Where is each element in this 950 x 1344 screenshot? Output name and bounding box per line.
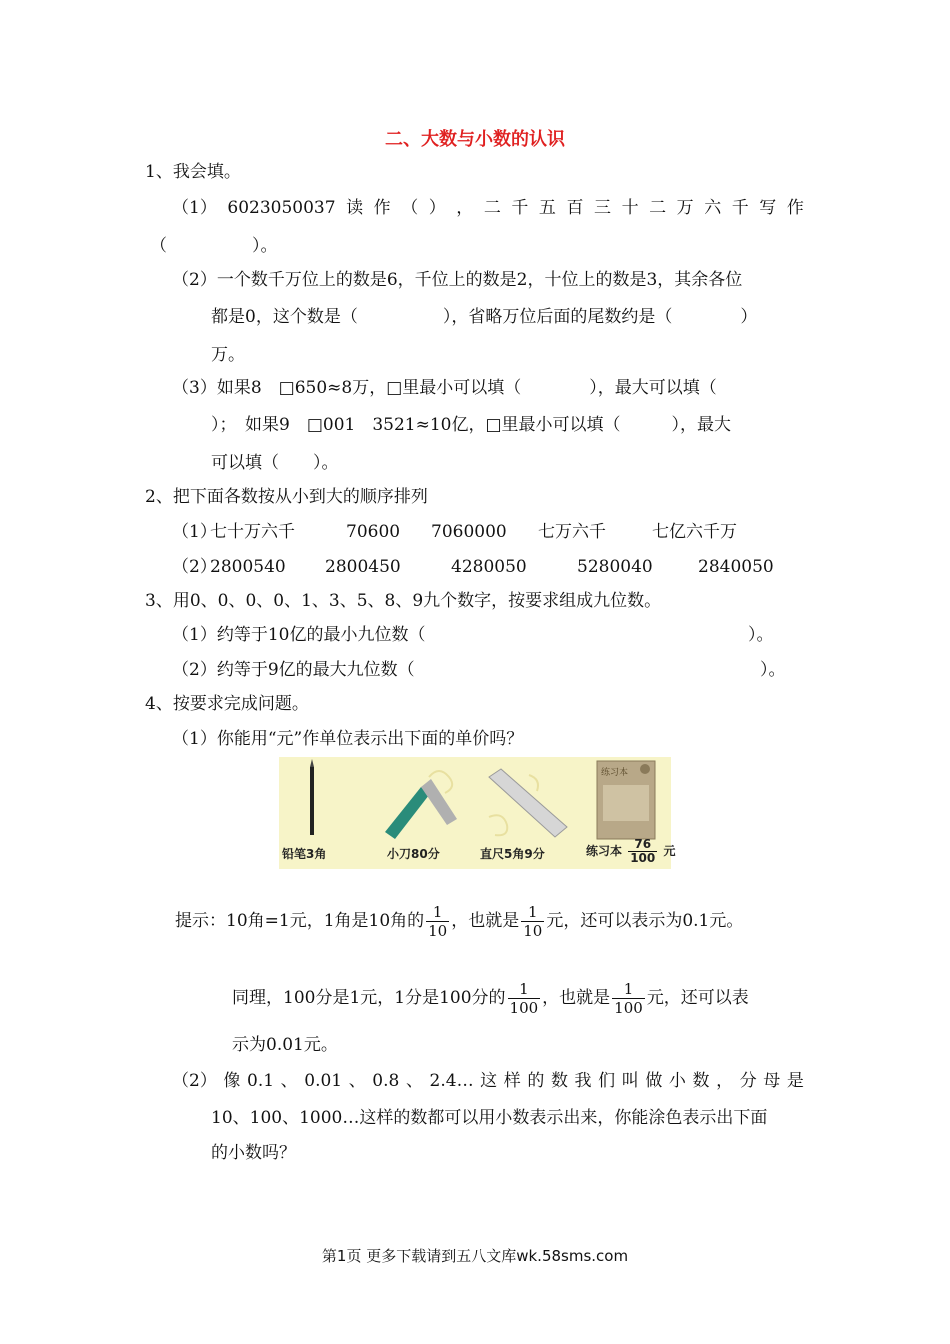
q2-row2-item: 2800540	[210, 557, 286, 577]
fraction-denominator: 10	[523, 922, 543, 940]
text-token: 样	[503, 1071, 521, 1091]
q2-row2-item: 2840050	[698, 557, 774, 577]
text-token: 2.4…	[429, 1071, 474, 1091]
pencil-tip	[310, 759, 314, 767]
q1-part1-line1	[172, 196, 804, 220]
text-token: 千	[511, 198, 529, 218]
text-token: 们	[598, 1071, 616, 1091]
text-token: 万	[676, 198, 694, 218]
fraction-numerator: 1	[612, 980, 645, 999]
text-token: 作	[786, 198, 804, 218]
fraction-denominator: 100	[630, 851, 656, 865]
text-token: ，	[456, 198, 474, 218]
text-token: 、	[348, 1071, 366, 1091]
text-token: 这	[480, 1071, 498, 1091]
fraction	[521, 903, 544, 940]
fraction-numerator: 1	[508, 980, 541, 999]
text-token: 二	[483, 198, 501, 218]
text-token: 0.8	[372, 1071, 400, 1091]
q1-part2-line3: 万。	[211, 345, 245, 365]
text-token: ，	[716, 1071, 734, 1091]
q1-heading: 1、我会填。	[145, 162, 241, 182]
pencil-icon	[310, 767, 314, 835]
hint-line2	[232, 980, 749, 1017]
q2-row1-item: 7060000	[431, 522, 507, 542]
text-token: ）	[428, 198, 446, 218]
text-token: 我	[574, 1071, 592, 1091]
text-token: 读	[346, 198, 364, 218]
text-token: 做	[645, 1071, 663, 1091]
doodle-shape	[489, 815, 507, 835]
text-token: 六	[704, 198, 722, 218]
fraction	[612, 980, 645, 1017]
book-cover-panel	[603, 785, 649, 821]
book-stamp-icon	[640, 764, 650, 774]
caption-pencil: 铅笔3角	[282, 847, 327, 861]
q4-part1: （1）你能用“元”作单位表示出下面的单价吗？	[172, 729, 524, 749]
hint-text: 元，还可以表示为0.1元。	[546, 911, 744, 931]
text-token: 、	[280, 1071, 298, 1091]
caption-book-suffix: 元	[663, 844, 676, 858]
page-footer: 第1页 更多下载请到五八文库wk.58sms.com	[321, 1247, 629, 1265]
fraction-numerator: 76	[628, 838, 657, 852]
text-token: 6023050037	[227, 198, 336, 218]
text-token: 0.01	[304, 1071, 343, 1091]
text-token: 母	[763, 1071, 781, 1091]
text-token: 百	[566, 198, 584, 218]
text-token: 写	[759, 198, 777, 218]
caption-book	[586, 838, 675, 865]
fraction-numerator: 1	[426, 903, 449, 922]
caption-book-prefix: 练习本	[586, 844, 623, 858]
q3-part2: （2）约等于9亿的最大九位数（	[172, 660, 415, 680]
book-cover-label: 练习本	[601, 768, 629, 778]
text-token: 像	[223, 1071, 241, 1091]
text-token: 小	[668, 1071, 686, 1091]
fraction-denominator: 100	[614, 999, 643, 1017]
fraction-denominator: 10	[428, 922, 448, 940]
fraction	[508, 980, 541, 1017]
text-token: 、	[405, 1071, 423, 1091]
q3-part1: （1）约等于10亿的最小九位数（	[172, 625, 426, 645]
q4-part2-line1	[172, 1069, 804, 1093]
text-token: 五	[538, 198, 556, 218]
text-token: 是	[786, 1071, 804, 1091]
text-token: 的	[527, 1071, 545, 1091]
q4-heading: 4、按要求完成问题。	[145, 694, 309, 714]
text-token: （	[401, 198, 419, 218]
knife-icon	[385, 787, 429, 839]
text-token: 数	[550, 1071, 568, 1091]
text-token: 二	[649, 198, 667, 218]
q1-part1-line2: （ ）。	[150, 236, 278, 256]
q2-row2-item: 4280050	[451, 557, 527, 577]
fraction-denominator: 100	[509, 999, 539, 1017]
text-token: 数	[692, 1071, 710, 1091]
caption-book-fraction	[628, 838, 657, 865]
text-token: 千	[731, 198, 749, 218]
q2-row1	[172, 520, 737, 544]
q1-part2-line1: （2）一个数千万位上的数是6，千位上的数是2，十位上的数是3，其余各位	[172, 270, 743, 290]
q3-heading: 3、用0、0、0、0、1、3、5、8、9九个数字，按要求组成九位数。	[145, 591, 662, 611]
text-token: （2）	[172, 1071, 217, 1091]
text-token: 作	[373, 198, 391, 218]
fraction-numerator: 1	[521, 903, 544, 922]
q1-part2-line2: 都是0，这个数是（ ），省略万位后面的尾数约是（ ）	[211, 307, 758, 327]
q1-part3-line1: （3）如果8 □650≈8万，□里最小可以填（ ），最大可以填（	[172, 378, 717, 398]
text-token: 三	[594, 198, 612, 218]
q1-part3-line3: 可以填（ ）。	[211, 453, 339, 473]
text-token: （1）	[172, 198, 217, 218]
hint-text: ，也就是	[542, 988, 611, 1008]
ruler-icon	[489, 769, 567, 837]
q2-row2-item: 2800450	[325, 557, 401, 577]
q2-row1-item: 七十万六千	[210, 522, 295, 542]
q2-row1-item: 70600	[346, 522, 401, 542]
text-token: 叫	[621, 1071, 639, 1091]
q2-row1-label: （1）	[172, 522, 217, 542]
hint-line3: 示为0.01元。	[232, 1035, 338, 1055]
q2-row1-item: 七万六千	[538, 522, 606, 542]
q2-row2-item: 5280040	[577, 557, 653, 577]
doodle-shape	[529, 775, 538, 791]
hint-text: 同理，100分是1元，1分是100分的	[232, 988, 506, 1008]
q4-part2-line3: 的小数吗？	[211, 1143, 296, 1163]
hint-text: ，也就是	[451, 911, 520, 931]
hint-line1	[175, 903, 743, 940]
q3-part1-close: ）。	[748, 625, 774, 645]
q2-row1-item: 七亿六千万	[652, 522, 737, 542]
text-token: 十	[621, 198, 639, 218]
q2-row2-label: （2）	[172, 557, 217, 577]
text-token: 0.1	[247, 1071, 275, 1091]
caption-knife: 小刀80分	[387, 847, 440, 861]
q4-part2-line2: 10、100、1000…这样的数都可以用小数表示出来，你能涂色表示出下面	[211, 1108, 768, 1128]
caption-ruler: 直尺5角9分	[480, 847, 545, 861]
text-token: 分	[739, 1071, 757, 1091]
q2-row2	[172, 555, 774, 579]
q1-part3-line2: ）； 如果9 □001 3521≈10亿，□里最小可以填（ ），最大	[211, 415, 732, 435]
hint-text: 提示：10角=1元，1角是10角的	[175, 911, 425, 931]
hint-text: 元，还可以表	[646, 988, 749, 1008]
fraction	[426, 903, 449, 940]
page-title: 二、大数与小数的认识	[385, 129, 565, 150]
q2-heading: 2、把下面各数按从小到大的顺序排列	[145, 487, 428, 507]
q3-part2-close: ）。	[760, 660, 786, 680]
